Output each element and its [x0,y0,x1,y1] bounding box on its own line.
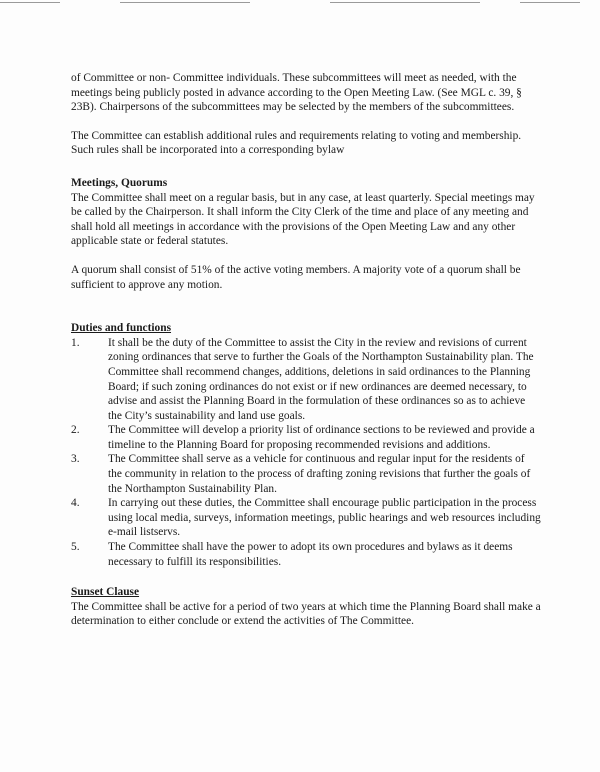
list-item-number: 1. [71,336,80,349]
scan-artifact [120,2,250,3]
list-item [71,423,541,452]
duties-list [71,336,541,570]
scan-artifact [520,2,580,3]
rules-paragraph: The Committee can establish additional rules and requirements relating to voting and membership. Such rules shall be incorporated into a corresponding bylaw [71,129,522,157]
list-item-text: The Committee shall serve as a vehicle for continuous and regular input for the residents of the community in relation to the process of drafting zoning revisions that further the goals of the Northampton Sustainability Plan. [108,453,531,495]
meetings-paragraph: The Committee shall meet on a regular basis, but in any case, at least quarterly. Special meetings may be called by the Chairperson. It shall inform the City Clerk of the time and place of any meeting and shall hold all meetings in accordance with the provisions of the Open Meeting Law and any other applicable state or federal statutes. [71,191,535,248]
list-item [71,540,541,569]
meetings-heading: Meetings, Quorums [71,176,168,189]
sunset-heading: Sunset Clause [71,586,140,599]
list-item-text: It shall be the duty of the Committee to assist the City in the review and revisions of current zoning ordinances that serve to further the Goals of the Northampton Sustainability plan. The Committee shall recommend changes, additions, deletions in said ordinances to the Planning Board; if such zoning ordinances do not exist or if new ordinances are deemed necessary, to advise and assist the Planning Board in the formulation of these ordinances so as to achieve the City’s sustainability and land use goals. [108,336,534,422]
document-body [71,71,541,629]
list-item-text: In carrying out these duties, the Committee shall encourage public participation in the process using local media, surveys, information meetings, public hearings and web resources including e-mail listservs. [108,497,541,539]
duties-heading: Duties and functions [71,322,172,335]
sunset-paragraph: The Committee shall be active for a period of two years at which time the Planning Board shall make a determination to either conclude or extend the activities of The Committee. [71,600,541,628]
list-item-number: 4. [71,497,80,510]
scan-artifact [330,2,480,3]
list-item [71,496,541,540]
list-item-text: The Committee shall have the power to adopt its own procedures and bylaws as it deems necessary to fulfill its responsibilities. [108,541,513,568]
list-item [71,452,541,496]
list-item [71,336,541,424]
list-item-text: The Committee will develop a priority list of ordinance sections to be reviewed and provide a timeline to the Planning Board for proposing recommended revisions and additions. [108,424,535,451]
list-item-number: 5. [71,541,80,554]
quorum-paragraph: A quorum shall consist of 51% of the active voting members. A majority vote of a quorum shall be sufficient to approve any motion. [71,263,521,291]
list-item-number: 3. [71,453,80,466]
list-item-number: 2. [71,424,80,437]
intro-paragraph: of Committee or non- Committee individuals. These subcommittees will meet as needed, with the meetings being publicly posted in advance according to the Open Meeting Law. (See MGL c. 39, § 23B). Chairpersons of the subcommittees may be selected by the members of the subcommittees. [71,72,522,114]
scan-artifact [0,2,60,3]
